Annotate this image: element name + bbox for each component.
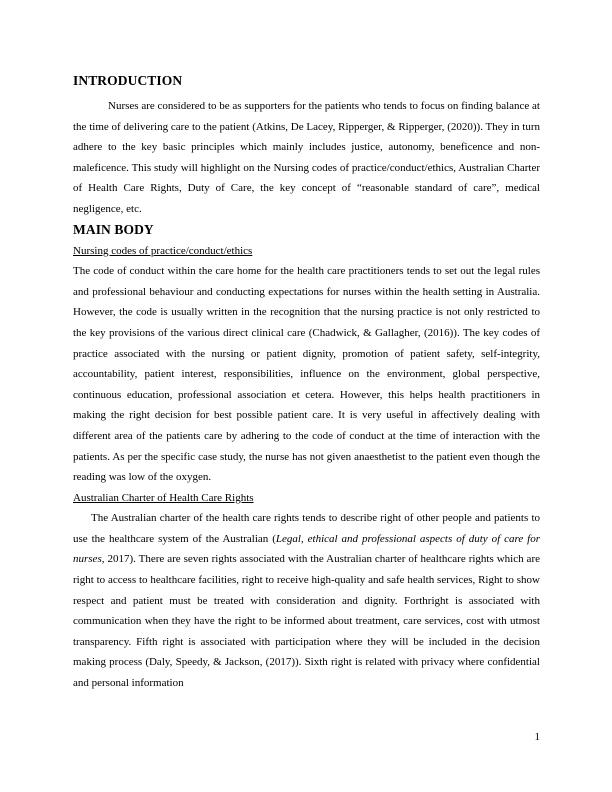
paragraph-introduction: Nurses are considered to be as supporters for the patients who tends to focus on finding balance at the time of delivering care to the patient (Atkins, De Lacey, Ripperger, & Ripperger, (2020)). They in turn adhere to the key basic principles which mainly includes justice, autonomy, beneficence and non- maleficence. This study will highlight on the Nursing codes of practice/conduct/ethics, Australian Charter of Health Care Rights, Duty of Care, the key concept of “reasonable standard of care”, medical negligence, etc. <box>73 100 540 215</box>
paragraph-charter <box>73 508 540 693</box>
subheading-charter: Australian Charter of Health Care Rights <box>73 491 254 504</box>
charter-citation-title: Legal, ethical and professional aspects of duty of care for nurses <box>73 532 540 566</box>
heading-introduction: INTRODUCTION <box>73 73 183 88</box>
heading-main-body: MAIN BODY <box>73 221 154 237</box>
charter-text-end: , 2017). There are seven rights associated with the Australian charter of healthcare rights which are right to access to healthcare facilities, right to receive high-quality and safe health services, Right to show respect and patient must be treated with consideration and dignity. Forthright is associated with communication when they have the right to be informed about treatment, care services, cost with utmost transparency. Fifth right is associated with participation where they will be included in the decision making process (Daly, Speedy, & Jackson, (2017)). Sixth right is related with privacy where confidential and personal information <box>73 553 540 690</box>
page-number: 1 <box>534 731 540 743</box>
page-content <box>73 73 540 694</box>
paragraph-nursing-codes: The code of conduct within the care home for the health care practitioners tends to set out the legal rules and professional behaviour and conducting expectations for nurses within the health setting in Australia. However, the code is usually written in the recognition that the nursing practice is not only restricted to the key provisions of the various direct clinical care (Chadwick, & Gallagher, (2016)). The key codes of practice associated with the nursing or patient dignity, promotion of patient safety, self-integrity, accountability, patient interest, responsibilities, influence on the environment, global perspective, continuous education, professional association et cetera. However, this helps health practitioners in making the right decision for best possible patient care. It is very useful in affectively dealing with different area of the patients care by adhering to the code of conduct at the time of interaction with the patients. As per the specific case study, the nurse has not given anaesthetist to the patient even though the reading was low of the oxygen. <box>73 265 540 484</box>
subheading-nursing-codes: Nursing codes of practice/conduct/ethics <box>73 244 253 257</box>
charter-text-start: The Australian charter of the health care rights tends to describe right of other people and patients to use the healthcare system of the Australian ( <box>73 512 540 545</box>
